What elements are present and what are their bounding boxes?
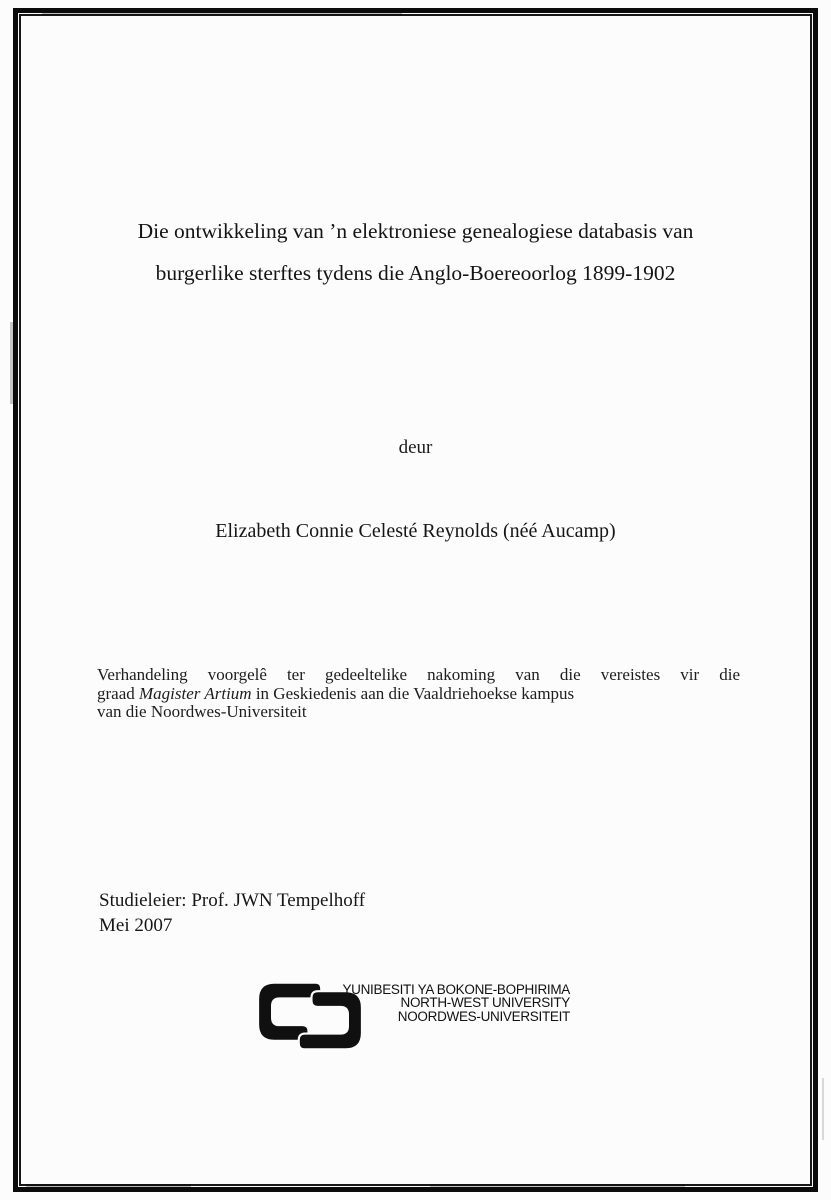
declaration-line2-post: in Geskiedenis aan die Vaaldriehoekse kampus [251,683,575,703]
supervisor-line: Studieleier: Prof. JWN Tempelhoff [99,890,366,911]
date-line: Mei 2007 [99,915,173,936]
university-logo-text [300,983,570,1023]
logo-text-line2: NORTH-WEST UNIVERSITY [400,995,570,1011]
byline-deur: deur [398,437,433,458]
thesis-title-line1: Die ontwikkeling van ’n elektroniese genealogiese databasis van [137,219,694,243]
thesis-title [60,210,771,294]
author-name: Elizabeth Connie Celesté Reynolds (néé Aucamp) [215,520,616,542]
logo-text-line3: NOORDWES-UNIVERSITEIT [397,1008,570,1024]
degree-name-italic: Magister Artium [139,683,252,703]
declaration-line1: Verhandeling voorgelê ter gedeeltelike nakoming van die vereistes vir die [97,665,740,684]
logo-text-line1: YUNIBESITI YA BOKONE-BOPHIRIMA [342,982,570,997]
supervisor-block [99,888,365,938]
declaration-line3: van die Noordwes-Universiteit [97,702,307,722]
thesis-title-line2: burgerlike sterftes tydens die Anglo-Boereoorlog 1899-1902 [155,261,676,285]
declaration-line2 [97,685,740,704]
declaration-line2-pre: graad [97,683,140,703]
degree-declaration [97,666,740,722]
scan-artifact [822,1078,824,1140]
